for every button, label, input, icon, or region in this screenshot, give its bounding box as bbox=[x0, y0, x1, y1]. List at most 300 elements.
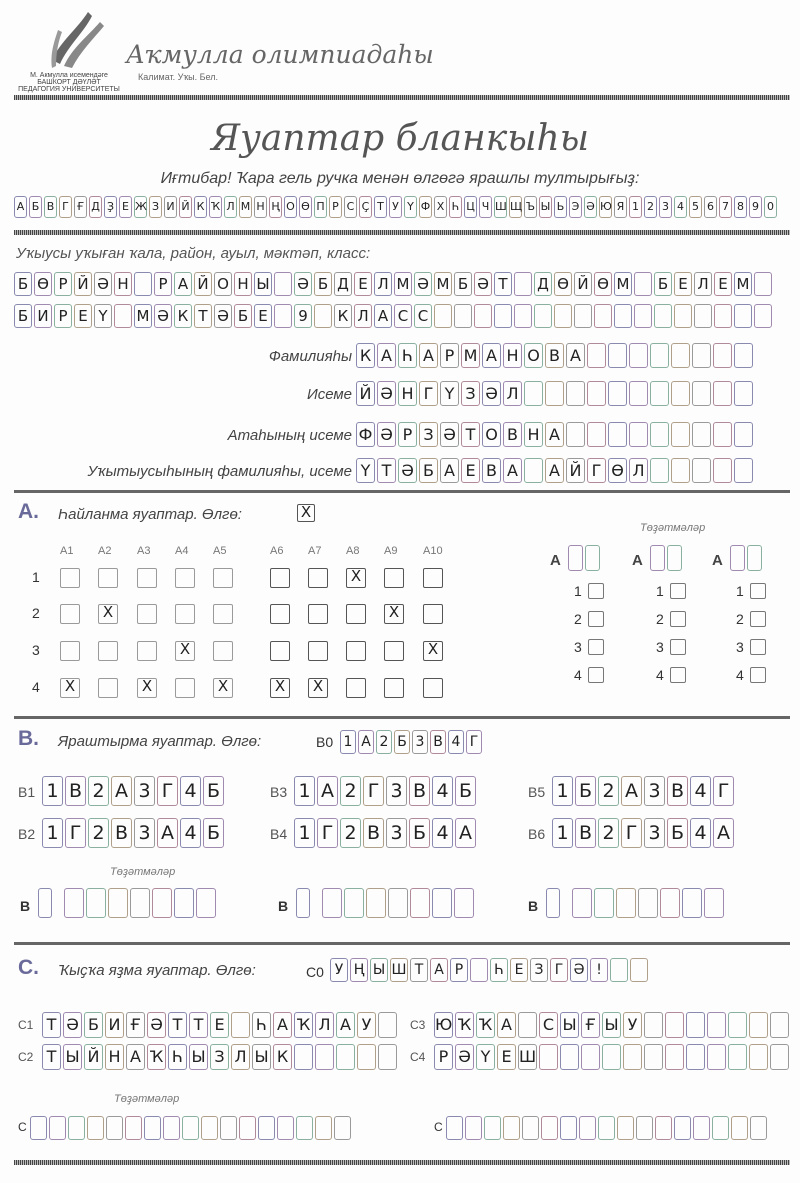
field-char-cell[interactable]: Ә bbox=[398, 458, 417, 483]
answer-char-cell[interactable]: Б bbox=[409, 818, 430, 848]
answer-char-cell[interactable]: В bbox=[409, 776, 430, 806]
school-char-cell[interactable]: О bbox=[214, 272, 232, 296]
school-char-cell[interactable]: Ү bbox=[94, 304, 112, 328]
school-char-cell[interactable] bbox=[274, 272, 292, 296]
school-char-cell[interactable] bbox=[314, 304, 332, 328]
answer-char-cell[interactable]: Г bbox=[621, 818, 642, 848]
school-char-cell[interactable]: А bbox=[174, 272, 192, 296]
answer-char-cell[interactable]: Һ bbox=[252, 1012, 271, 1038]
correction-cell[interactable] bbox=[334, 1116, 351, 1140]
answer-char-cell[interactable]: 3 bbox=[386, 776, 407, 806]
answer-char-cell[interactable]: 4 bbox=[432, 818, 453, 848]
field-char-cell[interactable]: А bbox=[377, 343, 396, 368]
field-char-cell[interactable] bbox=[650, 381, 669, 406]
answer-checkbox[interactable] bbox=[308, 568, 328, 588]
field-char-cell[interactable] bbox=[608, 343, 627, 368]
answer-char-cell[interactable] bbox=[644, 1044, 663, 1070]
correction-cell[interactable] bbox=[366, 888, 386, 918]
correction-checkbox[interactable] bbox=[670, 667, 686, 683]
answer-checkbox[interactable]: X bbox=[270, 678, 290, 698]
correction-checkbox[interactable] bbox=[750, 667, 766, 683]
answer-row[interactable] bbox=[294, 776, 478, 806]
correction-cell[interactable] bbox=[674, 1116, 691, 1140]
school-char-cell[interactable]: Д bbox=[334, 272, 352, 296]
field-char-cell[interactable] bbox=[608, 381, 627, 406]
correction-cell[interactable] bbox=[704, 888, 724, 918]
correction-cell[interactable] bbox=[38, 888, 52, 918]
answer-char-cell[interactable]: Ҡ bbox=[476, 1012, 495, 1038]
school-char-cell[interactable]: И bbox=[34, 304, 52, 328]
answer-char-cell[interactable]: Ә bbox=[455, 1044, 474, 1070]
correction-checkbox[interactable] bbox=[670, 583, 686, 599]
school-char-cell[interactable]: Б bbox=[314, 272, 332, 296]
correction-cell[interactable] bbox=[693, 1116, 710, 1140]
answer-char-cell[interactable]: Б bbox=[575, 776, 596, 806]
answer-char-cell[interactable]: В bbox=[111, 818, 132, 848]
field-char-cell[interactable]: Й bbox=[566, 458, 585, 483]
school-char-cell[interactable]: Л bbox=[694, 272, 712, 296]
correction-checkbox[interactable] bbox=[750, 639, 766, 655]
correction-checkbox[interactable] bbox=[588, 667, 604, 683]
answer-char-cell[interactable] bbox=[336, 1044, 355, 1070]
answer-char-cell[interactable] bbox=[770, 1012, 789, 1038]
correction-cell[interactable] bbox=[315, 1116, 332, 1140]
answer-char-cell[interactable]: А bbox=[336, 1012, 355, 1038]
answer-checkbox[interactable]: X bbox=[423, 641, 443, 661]
field-char-cell[interactable] bbox=[692, 381, 711, 406]
answer-checkbox[interactable] bbox=[137, 568, 157, 588]
field-char-cell[interactable] bbox=[692, 422, 711, 447]
answer-char-cell[interactable]: А bbox=[157, 818, 178, 848]
answer-char-cell[interactable]: А bbox=[126, 1044, 145, 1070]
school-char-cell[interactable] bbox=[134, 272, 152, 296]
answer-row[interactable] bbox=[294, 818, 478, 848]
answer-char-cell[interactable]: Ҡ bbox=[294, 1012, 313, 1038]
answer-char-cell[interactable]: 4 bbox=[432, 776, 453, 806]
school-char-cell[interactable]: Ә bbox=[294, 272, 312, 296]
correction-cell[interactable] bbox=[49, 1116, 66, 1140]
answer-char-cell[interactable]: 1 bbox=[294, 776, 315, 806]
answer-checkbox[interactable] bbox=[60, 568, 80, 588]
correction-cell[interactable] bbox=[174, 888, 194, 918]
answer-char-cell[interactable]: К bbox=[273, 1044, 292, 1070]
answer-char-cell[interactable] bbox=[707, 1012, 726, 1038]
answer-char-cell[interactable] bbox=[749, 1044, 768, 1070]
correction-cell[interactable] bbox=[655, 1116, 672, 1140]
field-char-cell[interactable]: А bbox=[419, 343, 438, 368]
correction-cell[interactable] bbox=[730, 545, 745, 571]
correction-cell[interactable] bbox=[344, 888, 364, 918]
answer-char-cell[interactable]: 1 bbox=[42, 776, 63, 806]
school-char-cell[interactable] bbox=[634, 272, 652, 296]
correction-cell[interactable] bbox=[277, 1116, 294, 1140]
answer-char-cell[interactable]: Й bbox=[84, 1044, 103, 1070]
answer-char-cell[interactable]: Ы bbox=[252, 1044, 271, 1070]
answer-char-cell[interactable]: 2 bbox=[340, 776, 361, 806]
school-char-cell[interactable]: Ә bbox=[474, 272, 492, 296]
answer-char-cell[interactable]: Б bbox=[455, 776, 476, 806]
field-char-cell[interactable]: З bbox=[461, 381, 480, 406]
school-char-cell[interactable]: Н bbox=[114, 272, 132, 296]
school-char-cell[interactable]: М bbox=[394, 272, 412, 296]
field-char-cell[interactable]: О bbox=[482, 422, 501, 447]
correction-cell[interactable] bbox=[522, 1116, 539, 1140]
school-char-cell[interactable]: Б bbox=[454, 272, 472, 296]
answer-char-cell[interactable] bbox=[581, 1044, 600, 1070]
answer-checkbox[interactable]: X bbox=[346, 568, 366, 588]
school-char-cell[interactable] bbox=[554, 304, 572, 328]
answer-char-cell[interactable] bbox=[560, 1044, 579, 1070]
field-char-cell[interactable]: А bbox=[545, 458, 564, 483]
school-char-cell[interactable]: Н bbox=[234, 272, 252, 296]
correction-checkbox[interactable] bbox=[670, 611, 686, 627]
field-char-cell[interactable]: Г bbox=[419, 381, 438, 406]
correction-cell[interactable] bbox=[682, 888, 702, 918]
field-char-cell[interactable]: З bbox=[419, 422, 438, 447]
surname-field[interactable] bbox=[356, 343, 755, 368]
answer-char-cell[interactable] bbox=[378, 1044, 397, 1070]
answer-char-cell[interactable]: Б bbox=[203, 818, 224, 848]
name-field[interactable] bbox=[356, 381, 755, 406]
correction-cell[interactable] bbox=[503, 1116, 520, 1140]
correction-cell[interactable] bbox=[163, 1116, 180, 1140]
answer-checkbox[interactable] bbox=[423, 568, 443, 588]
answer-checkbox[interactable] bbox=[423, 678, 443, 698]
field-char-cell[interactable]: Г bbox=[587, 458, 606, 483]
answer-checkbox[interactable] bbox=[137, 604, 157, 624]
answer-char-cell[interactable]: Г bbox=[157, 776, 178, 806]
correction-cell[interactable] bbox=[750, 1116, 767, 1140]
correction-checkbox[interactable] bbox=[588, 583, 604, 599]
correction-cell[interactable] bbox=[106, 1116, 123, 1140]
correction-cell[interactable] bbox=[144, 1116, 161, 1140]
answer-checkbox[interactable] bbox=[175, 678, 195, 698]
field-char-cell[interactable] bbox=[629, 381, 648, 406]
field-char-cell[interactable]: В bbox=[482, 458, 501, 483]
field-char-cell[interactable]: Р bbox=[440, 343, 459, 368]
school-char-cell[interactable]: С bbox=[414, 304, 432, 328]
school-char-cell[interactable]: Й bbox=[194, 272, 212, 296]
answer-char-cell[interactable]: Ғ bbox=[126, 1012, 145, 1038]
answer-char-cell[interactable] bbox=[665, 1044, 684, 1070]
answer-checkbox[interactable] bbox=[384, 678, 404, 698]
answer-checkbox[interactable] bbox=[175, 604, 195, 624]
field-char-cell[interactable]: Ү bbox=[356, 458, 375, 483]
answer-char-cell[interactable]: В bbox=[575, 818, 596, 848]
correction-cell[interactable] bbox=[258, 1116, 275, 1140]
answer-char-cell[interactable]: Е bbox=[497, 1044, 516, 1070]
field-char-cell[interactable]: Р bbox=[398, 422, 417, 447]
answer-row[interactable] bbox=[42, 776, 226, 806]
answer-checkbox[interactable] bbox=[98, 641, 118, 661]
field-char-cell[interactable] bbox=[524, 381, 543, 406]
answer-char-cell[interactable]: А bbox=[111, 776, 132, 806]
answer-char-cell[interactable] bbox=[644, 1012, 663, 1038]
correction-cell[interactable] bbox=[465, 1116, 482, 1140]
answer-char-cell[interactable] bbox=[623, 1044, 642, 1070]
correction-row[interactable] bbox=[30, 1116, 353, 1140]
field-char-cell[interactable]: Й bbox=[356, 381, 375, 406]
answer-char-cell[interactable]: Ы bbox=[63, 1044, 82, 1070]
answer-char-cell[interactable]: Т bbox=[189, 1012, 208, 1038]
field-char-cell[interactable]: В bbox=[545, 343, 564, 368]
answer-char-cell[interactable]: Л bbox=[315, 1012, 334, 1038]
school-char-cell[interactable]: Ө bbox=[34, 272, 52, 296]
correction-checkbox[interactable] bbox=[588, 611, 604, 627]
answer-row[interactable] bbox=[42, 1012, 399, 1038]
field-char-cell[interactable] bbox=[734, 422, 753, 447]
field-char-cell[interactable]: А bbox=[482, 343, 501, 368]
school-char-cell[interactable]: Б bbox=[14, 272, 32, 296]
school-char-cell[interactable]: Й bbox=[574, 272, 592, 296]
field-char-cell[interactable] bbox=[629, 422, 648, 447]
answer-checkbox[interactable] bbox=[308, 604, 328, 624]
answer-char-cell[interactable]: А bbox=[497, 1012, 516, 1038]
answer-char-cell[interactable]: Б bbox=[667, 818, 688, 848]
answer-char-cell[interactable]: 2 bbox=[598, 776, 619, 806]
answer-char-cell[interactable]: Б bbox=[84, 1012, 103, 1038]
answer-char-cell[interactable]: С bbox=[539, 1012, 558, 1038]
answer-char-cell[interactable]: 3 bbox=[644, 818, 665, 848]
answer-char-cell[interactable]: А bbox=[317, 776, 338, 806]
answer-checkbox[interactable] bbox=[175, 568, 195, 588]
school-char-cell[interactable] bbox=[754, 304, 772, 328]
school-char-cell[interactable] bbox=[474, 304, 492, 328]
school-char-cell[interactable]: М bbox=[734, 272, 752, 296]
answer-checkbox[interactable] bbox=[213, 604, 233, 624]
answer-checkbox[interactable] bbox=[60, 604, 80, 624]
correction-cell[interactable] bbox=[667, 545, 682, 571]
school-char-cell[interactable] bbox=[734, 304, 752, 328]
answer-row[interactable] bbox=[552, 776, 736, 806]
answer-char-cell[interactable]: А bbox=[713, 818, 734, 848]
school-char-cell[interactable]: Л bbox=[374, 272, 392, 296]
answer-char-cell[interactable]: В bbox=[667, 776, 688, 806]
correction-cell[interactable] bbox=[594, 888, 614, 918]
field-char-cell[interactable]: А bbox=[503, 458, 522, 483]
field-char-cell[interactable] bbox=[713, 343, 732, 368]
answer-checkbox[interactable] bbox=[213, 641, 233, 661]
answer-char-cell[interactable]: Ш bbox=[518, 1044, 537, 1070]
correction-cell[interactable] bbox=[388, 888, 408, 918]
school-char-cell[interactable]: Ы bbox=[254, 272, 272, 296]
answer-char-cell[interactable] bbox=[294, 1044, 313, 1070]
answer-char-cell[interactable]: В bbox=[65, 776, 86, 806]
answer-row[interactable] bbox=[42, 818, 226, 848]
school-char-cell[interactable]: Т bbox=[194, 304, 212, 328]
correction-cell[interactable] bbox=[125, 1116, 142, 1140]
correction-cell[interactable] bbox=[64, 888, 84, 918]
school-char-cell[interactable]: Ә bbox=[94, 272, 112, 296]
field-char-cell[interactable]: В bbox=[503, 422, 522, 447]
answer-checkbox[interactable]: X bbox=[175, 641, 195, 661]
school-char-cell[interactable]: Е bbox=[714, 272, 732, 296]
answer-checkbox[interactable] bbox=[213, 568, 233, 588]
field-char-cell[interactable]: О bbox=[524, 343, 543, 368]
school-char-cell[interactable] bbox=[574, 304, 592, 328]
answer-char-cell[interactable]: 3 bbox=[134, 818, 155, 848]
field-char-cell[interactable]: Ө bbox=[608, 458, 627, 483]
correction-row[interactable] bbox=[296, 888, 476, 918]
field-char-cell[interactable] bbox=[566, 422, 585, 447]
answer-checkbox[interactable] bbox=[423, 604, 443, 624]
answer-char-cell[interactable]: И bbox=[105, 1012, 124, 1038]
school-char-cell[interactable]: К bbox=[174, 304, 192, 328]
field-char-cell[interactable] bbox=[713, 381, 732, 406]
school-char-cell[interactable] bbox=[714, 304, 732, 328]
answer-row[interactable] bbox=[434, 1044, 791, 1070]
field-char-cell[interactable]: Ә bbox=[440, 422, 459, 447]
field-char-cell[interactable]: Н bbox=[524, 422, 543, 447]
answer-char-cell[interactable]: Н bbox=[105, 1044, 124, 1070]
answer-checkbox[interactable]: X bbox=[137, 678, 157, 698]
school-char-cell[interactable]: Т bbox=[494, 272, 512, 296]
correction-row[interactable] bbox=[546, 888, 726, 918]
school-char-cell[interactable] bbox=[654, 304, 672, 328]
answer-char-cell[interactable]: А bbox=[621, 776, 642, 806]
answer-char-cell[interactable]: 4 bbox=[180, 776, 201, 806]
answer-char-cell[interactable]: А bbox=[455, 818, 476, 848]
correction-checkbox[interactable] bbox=[750, 611, 766, 627]
school-char-cell[interactable]: А bbox=[374, 304, 392, 328]
correction-cell[interactable] bbox=[201, 1116, 218, 1140]
correction-cell[interactable] bbox=[322, 888, 342, 918]
field-char-cell[interactable] bbox=[629, 343, 648, 368]
correction-cell[interactable] bbox=[650, 545, 665, 571]
correction-cell[interactable] bbox=[484, 1116, 501, 1140]
school-char-cell[interactable] bbox=[594, 304, 612, 328]
field-char-cell[interactable] bbox=[692, 343, 711, 368]
field-char-cell[interactable] bbox=[587, 381, 606, 406]
field-char-cell[interactable] bbox=[713, 422, 732, 447]
field-char-cell[interactable] bbox=[587, 422, 606, 447]
answer-char-cell[interactable]: Г bbox=[317, 818, 338, 848]
field-char-cell[interactable]: А bbox=[566, 343, 585, 368]
answer-char-cell[interactable] bbox=[665, 1012, 684, 1038]
correction-cell[interactable] bbox=[86, 888, 106, 918]
school-char-cell[interactable]: М bbox=[134, 304, 152, 328]
answer-char-cell[interactable]: Ә bbox=[147, 1012, 166, 1038]
school-char-cell[interactable] bbox=[754, 272, 772, 296]
correction-cell[interactable] bbox=[598, 1116, 615, 1140]
answer-char-cell[interactable]: 4 bbox=[690, 776, 711, 806]
correction-cell[interactable] bbox=[546, 888, 560, 918]
answer-char-cell[interactable] bbox=[231, 1012, 250, 1038]
answer-char-cell[interactable]: Ә bbox=[63, 1012, 82, 1038]
answer-char-cell[interactable]: Ы bbox=[189, 1044, 208, 1070]
correction-cell[interactable] bbox=[572, 888, 592, 918]
answer-char-cell[interactable]: Б bbox=[203, 776, 224, 806]
correction-checkbox[interactable] bbox=[588, 639, 604, 655]
school-char-cell[interactable] bbox=[514, 272, 532, 296]
field-char-cell[interactable] bbox=[671, 422, 690, 447]
field-char-cell[interactable] bbox=[608, 422, 627, 447]
correction-checkbox[interactable] bbox=[670, 639, 686, 655]
field-char-cell[interactable] bbox=[692, 458, 711, 483]
answer-row[interactable] bbox=[42, 1044, 399, 1070]
school-char-cell[interactable] bbox=[274, 304, 292, 328]
answer-char-cell[interactable] bbox=[315, 1044, 334, 1070]
correction-cell[interactable] bbox=[239, 1116, 256, 1140]
field-char-cell[interactable]: К bbox=[356, 343, 375, 368]
correction-cell[interactable] bbox=[636, 1116, 653, 1140]
correction-cell[interactable] bbox=[731, 1116, 748, 1140]
field-char-cell[interactable]: Ә bbox=[377, 422, 396, 447]
school-char-cell[interactable]: Й bbox=[74, 272, 92, 296]
correction-cell[interactable] bbox=[296, 1116, 313, 1140]
correction-row[interactable] bbox=[38, 888, 218, 918]
answer-char-cell[interactable]: Г bbox=[65, 818, 86, 848]
answer-char-cell[interactable]: 3 bbox=[644, 776, 665, 806]
answer-row[interactable] bbox=[552, 818, 736, 848]
answer-char-cell[interactable] bbox=[728, 1044, 747, 1070]
field-char-cell[interactable] bbox=[713, 458, 732, 483]
answer-char-cell[interactable] bbox=[378, 1012, 397, 1038]
answer-checkbox[interactable]: X bbox=[384, 604, 404, 624]
answer-char-cell[interactable]: 4 bbox=[180, 818, 201, 848]
field-char-cell[interactable]: Н bbox=[503, 343, 522, 368]
patronymic-field[interactable] bbox=[356, 422, 755, 447]
field-char-cell[interactable]: Һ bbox=[398, 343, 417, 368]
school-char-cell[interactable]: Е bbox=[354, 272, 372, 296]
field-char-cell[interactable]: Т bbox=[461, 422, 480, 447]
answer-char-cell[interactable]: 2 bbox=[88, 818, 109, 848]
field-char-cell[interactable]: Ә bbox=[377, 381, 396, 406]
answer-char-cell[interactable]: А bbox=[273, 1012, 292, 1038]
answer-char-cell[interactable]: 2 bbox=[88, 776, 109, 806]
correction-cell[interactable] bbox=[87, 1116, 104, 1140]
field-char-cell[interactable] bbox=[587, 343, 606, 368]
answer-char-cell[interactable]: 2 bbox=[598, 818, 619, 848]
answer-char-cell[interactable]: У bbox=[623, 1012, 642, 1038]
answer-char-cell[interactable]: Г bbox=[363, 776, 384, 806]
field-char-cell[interactable] bbox=[734, 343, 753, 368]
answer-checkbox[interactable] bbox=[98, 568, 118, 588]
answer-char-cell[interactable]: В bbox=[363, 818, 384, 848]
field-char-cell[interactable]: Б bbox=[419, 458, 438, 483]
answer-char-cell[interactable]: Л bbox=[231, 1044, 250, 1070]
answer-char-cell[interactable] bbox=[686, 1044, 705, 1070]
correction-cell[interactable] bbox=[454, 888, 474, 918]
school-char-cell[interactable]: Ө bbox=[594, 272, 612, 296]
correction-cell[interactable] bbox=[747, 545, 762, 571]
school-char-cell[interactable]: Б bbox=[234, 304, 252, 328]
answer-char-cell[interactable] bbox=[770, 1044, 789, 1070]
correction-cell[interactable] bbox=[568, 545, 583, 571]
correction-cell[interactable] bbox=[446, 1116, 463, 1140]
answer-char-cell[interactable]: 4 bbox=[690, 818, 711, 848]
school-char-cell[interactable] bbox=[534, 304, 552, 328]
field-char-cell[interactable] bbox=[671, 343, 690, 368]
answer-char-cell[interactable] bbox=[728, 1012, 747, 1038]
answer-char-cell[interactable]: Г bbox=[713, 776, 734, 806]
field-char-cell[interactable] bbox=[545, 381, 564, 406]
answer-checkbox[interactable] bbox=[346, 641, 366, 661]
school-char-cell[interactable]: Л bbox=[354, 304, 372, 328]
answer-char-cell[interactable] bbox=[686, 1012, 705, 1038]
correction-cell[interactable] bbox=[30, 1116, 47, 1140]
school-char-cell[interactable] bbox=[694, 304, 712, 328]
answer-char-cell[interactable]: Ы bbox=[560, 1012, 579, 1038]
answer-checkbox[interactable] bbox=[308, 641, 328, 661]
school-char-cell[interactable]: Ә bbox=[214, 304, 232, 328]
correction-cell[interactable] bbox=[579, 1116, 596, 1140]
school-char-cell[interactable]: Ә bbox=[154, 304, 172, 328]
school-char-cell[interactable]: Б bbox=[14, 304, 32, 328]
correction-cell[interactable] bbox=[541, 1116, 558, 1140]
answer-checkbox[interactable] bbox=[346, 604, 366, 624]
correction-cell[interactable] bbox=[432, 888, 452, 918]
